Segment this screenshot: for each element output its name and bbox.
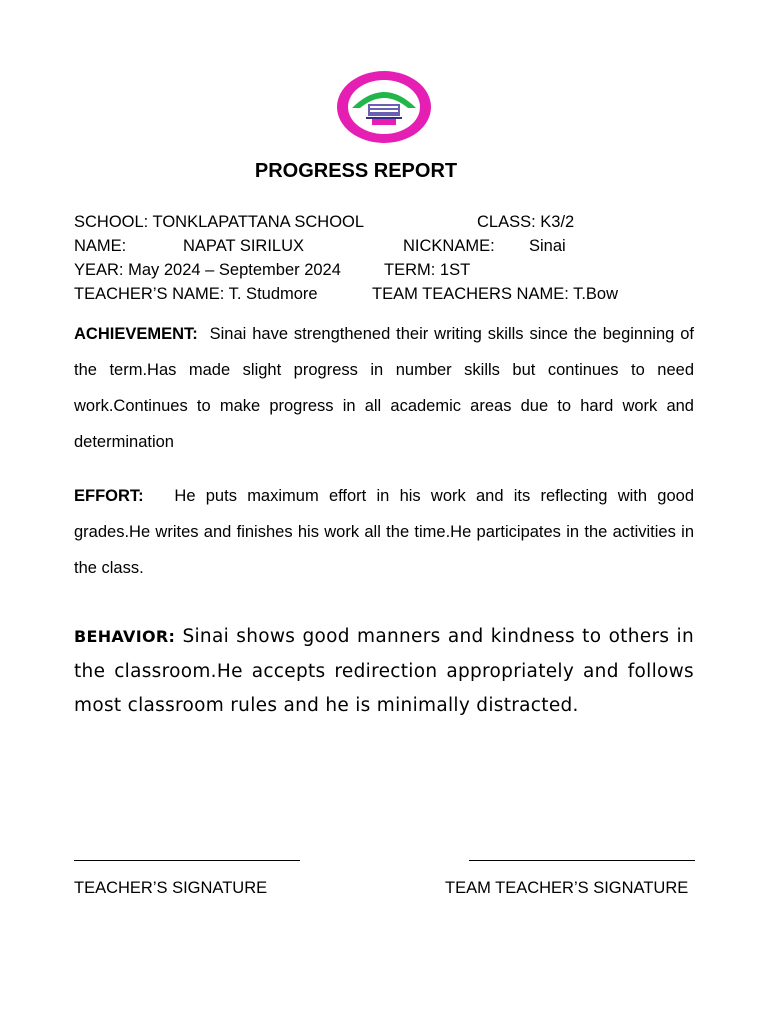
nickname-value: Sinai	[529, 237, 566, 255]
behavior-text: Sinai shows good manners and kindness to others in the classroom.He accepts redirection appropriately and follows most classroom rules and he is minimally distracted.	[74, 626, 695, 716]
name-value: NAPAT SIRILUX	[183, 237, 305, 255]
year-field: YEAR: May 2024 – September 2024	[74, 261, 341, 279]
effort-text: He puts maximum effort in his work and its reflecting with good grades.He writes and finishes his work all the time.He participates in the activities in the class.	[74, 487, 695, 577]
team-teacher-name-field: TEAM TEACHERS NAME: T.Bow	[372, 285, 619, 303]
achievement-label: ACHIEVEMENT:	[74, 325, 198, 343]
achievement-text: Sinai have strengthened their writing skills since the beginning of the term.Has made slight progress in number skills but continues to need work.Continues to make progress in all academic areas due to hard work and determination	[74, 325, 694, 451]
term-field: TERM: 1ST	[384, 261, 471, 279]
school-emblem-icon	[336, 70, 432, 144]
teacher-name-field: TEACHER’S NAME: T. Studmore	[74, 285, 318, 303]
page-title: PROGRESS REPORT	[254, 160, 458, 182]
nickname-label: NICKNAME:	[403, 237, 495, 255]
team-teacher-signature-line	[469, 860, 695, 861]
behavior-label: BEHAVIOR:	[74, 627, 176, 646]
school-field: SCHOOL: TONKLAPATTANA SCHOOL	[74, 213, 365, 231]
team-teacher-signature-label: TEAM TEACHER’S SIGNATURE	[445, 879, 689, 897]
effort-label: EFFORT:	[74, 487, 144, 505]
name-label: NAME:	[74, 237, 127, 255]
class-field: CLASS: K3/2	[477, 213, 575, 231]
effort-section	[74, 478, 694, 586]
behavior-section	[74, 620, 694, 724]
teacher-signature-line	[74, 860, 300, 861]
teacher-signature-label: TEACHER’S SIGNATURE	[74, 879, 268, 897]
achievement-section	[74, 316, 694, 460]
